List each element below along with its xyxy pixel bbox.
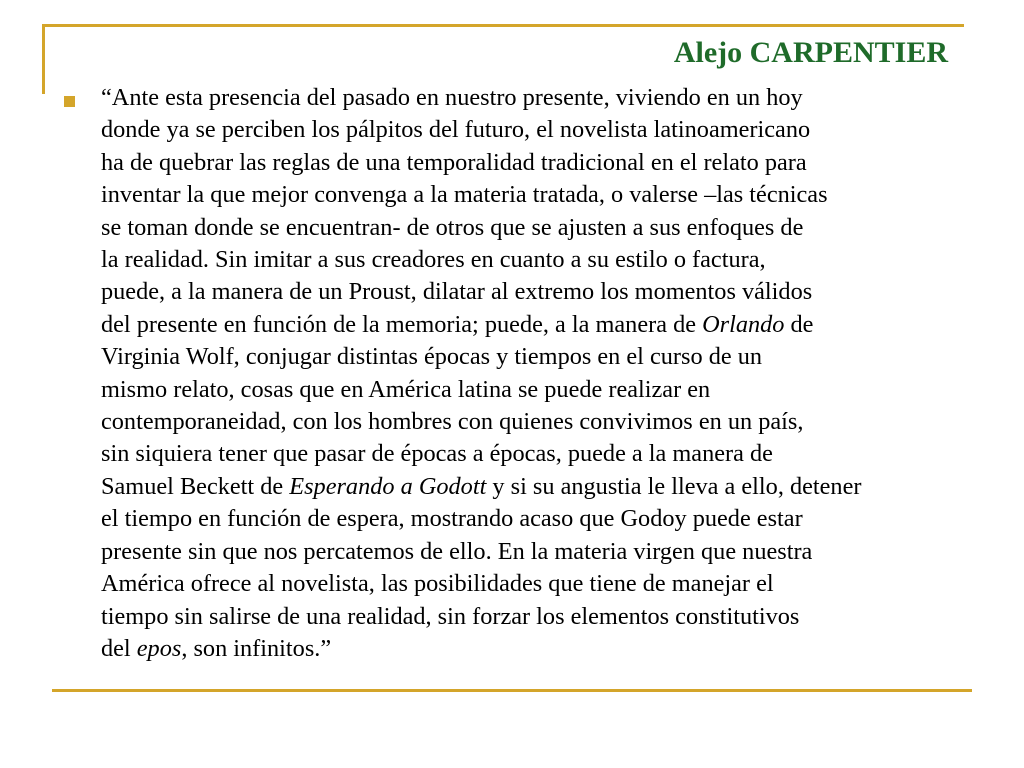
quote-line (101, 147, 971, 179)
quote-line (101, 471, 971, 503)
quote-text-segment: del presente en función de la memoria; puede, a la manera de (101, 310, 703, 338)
quote-text-segment: el tiempo en función de espera, mostrando acaso que Godoy puede estar (101, 505, 803, 533)
quote-line (101, 114, 971, 146)
quote-body (101, 82, 971, 665)
quote-text-segment: Virginia Wolf, conjugar distintas épocas y tiempos en el curso de un (101, 343, 763, 371)
quote-line (101, 374, 971, 406)
quote-line (101, 212, 971, 244)
quote-line (101, 244, 971, 276)
quote-text-segment: contemporaneidad, con los hombres con quienes convivimos en un país, (101, 408, 804, 436)
quote-text-segment: donde ya se perciben los pálpitos del futuro, el novelista latinoamericano (101, 116, 811, 144)
quote-text-segment: del (101, 634, 137, 662)
frame-top-rule (42, 24, 964, 27)
quote-text-segment: y si su angustia le lleva a ello, detener (486, 472, 862, 500)
quote-line (101, 633, 971, 665)
quote-line (101, 309, 971, 341)
quote-text-segment: mismo relato, cosas que en América latina se puede realizar en (101, 375, 711, 403)
quote-line (101, 568, 971, 600)
quote-line (101, 503, 971, 535)
quote-text-segment: , son infinitos.” (181, 634, 332, 662)
quote-text-segment: puede, a la manera de un Proust, dilatar al extremo los momentos válidos (101, 278, 813, 306)
quote-text-segment: sin siquiera tener que pasar de épocas a épocas, puede a la manera de (101, 440, 773, 468)
quote-text-segment: se toman donde se encuentran- de otros que se ajusten a sus enfoques de (101, 213, 804, 241)
quote-text-segment: presente sin que nos percatemos de ello. En la materia virgen que nuestra (101, 537, 813, 565)
quote-text-segment: la realidad. Sin imitar a sus creadores en cuanto a su estilo o factura, (101, 246, 766, 274)
quote-text-segment: inventar la que mejor convenga a la materia tratada, o valerse –las técnicas (101, 181, 828, 209)
quote-text-segment: Samuel Beckett de (101, 472, 290, 500)
quote-line (101, 536, 971, 568)
quote-text-segment: “Ante esta presencia del pasado en nuestro presente, viviendo en un hoy (101, 84, 803, 111)
quote-line (101, 438, 971, 470)
quote-line (101, 341, 971, 373)
quote-line (101, 406, 971, 438)
quote-text-segment: tiempo sin salirse de una realidad, sin forzar los elementos constitutivos (101, 602, 800, 630)
frame-bottom-rule (52, 689, 972, 692)
quote-text-segment: ha de quebrar las reglas de una temporalidad tradicional en el relato para (101, 148, 807, 176)
quote-line (101, 179, 971, 211)
quote-line (101, 601, 971, 633)
quote-line (101, 82, 971, 114)
italic-title-text: Esperando a Godott (289, 472, 487, 500)
italic-title-text: Orlando (702, 310, 785, 338)
italic-title-text: epos (136, 634, 182, 662)
square-bullet-icon (64, 96, 75, 107)
frame-left-rule (42, 24, 45, 94)
quote-text-segment: de (784, 310, 814, 338)
slide-title: Alejo CARPENTIER (673, 36, 948, 69)
quote-text-segment: América ofrece al novelista, las posibilidades que tiene de manejar el (101, 570, 774, 598)
quote-line (101, 276, 971, 308)
